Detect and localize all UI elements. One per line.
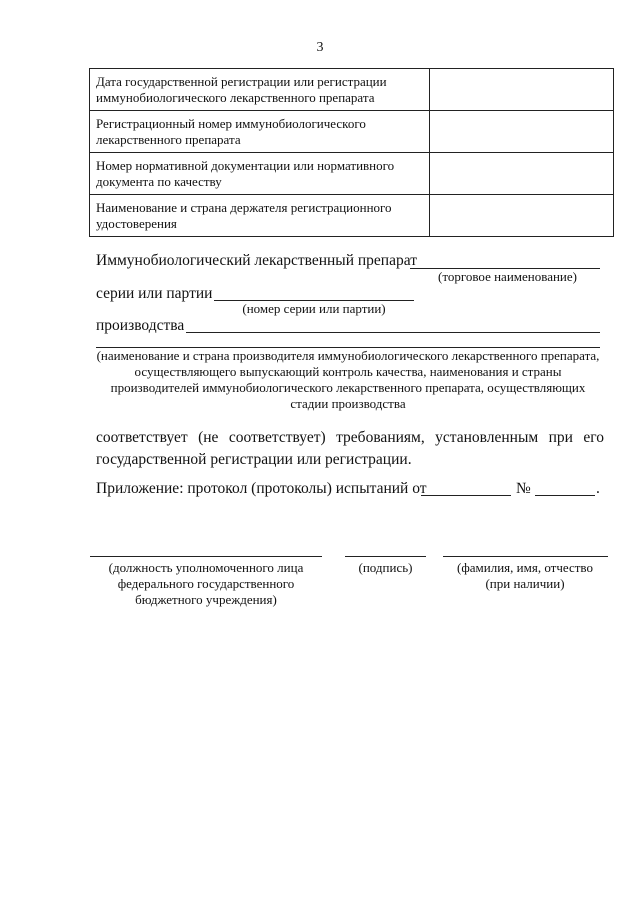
series-label: серии или партии xyxy=(96,285,213,302)
table-cell-label: Дата государственной регистрации или регистрации иммунобиологического лекарственного препарата xyxy=(90,69,430,111)
series-caption: (номер серии или партии) xyxy=(242,301,386,316)
table-cell-label: Номер нормативной документации или нормативного документа по качеству xyxy=(90,153,430,195)
protocol-number-field[interactable] xyxy=(535,495,595,496)
protocol-date-field[interactable] xyxy=(421,495,511,496)
position-field[interactable] xyxy=(90,556,322,557)
table-cell-label: Регистрационный номер иммунобиологического лекарственного препарата xyxy=(90,111,430,153)
page-number: 3 xyxy=(316,40,324,55)
preparation-label: Иммунобиологический лекарственный препарат xyxy=(96,252,417,269)
table-cell-value[interactable] xyxy=(429,195,613,237)
name-caption: (фамилия, имя, отчество (при наличии) xyxy=(457,560,593,591)
manufacturer-caption: (наименование и страна производителя иммунобиологического лекарственного препарата, осуществляющего выпускающий контроль качества, наименования и страны производителей иммунобиологического лекарственного препарата, осуществляющих стадии производства xyxy=(96,348,600,411)
conformity-text: соответствует (не соответствует) требованиям, установленным при его государственной регистрации или регистрации. xyxy=(96,429,604,468)
table-cell-value[interactable] xyxy=(429,69,613,111)
production-label: производства xyxy=(96,317,185,334)
table-row xyxy=(90,153,614,195)
table-row xyxy=(90,69,614,111)
table-cell-value[interactable] xyxy=(429,111,613,153)
trade-name-caption: (торговое наименование) xyxy=(438,269,577,284)
registration-info-table xyxy=(89,68,614,237)
number-sign: № xyxy=(516,480,531,497)
position-caption: (должность уполномоченного лица федерального государственного бюджетного учреждения) xyxy=(108,560,304,607)
full-name-field[interactable] xyxy=(443,556,608,557)
table-row xyxy=(90,111,614,153)
appendix-label: Приложение: протокол (протоколы) испытаний от xyxy=(96,480,427,497)
table-row xyxy=(90,195,614,237)
signature-caption: (подпись) xyxy=(358,560,413,575)
table-cell-label: Наименование и страна держателя регистрационного удостоверения xyxy=(90,195,430,237)
table-cell-value[interactable] xyxy=(429,153,613,195)
manufacturer-field[interactable] xyxy=(186,332,600,333)
appendix-end: . xyxy=(596,480,600,497)
signature-field[interactable] xyxy=(345,556,426,557)
